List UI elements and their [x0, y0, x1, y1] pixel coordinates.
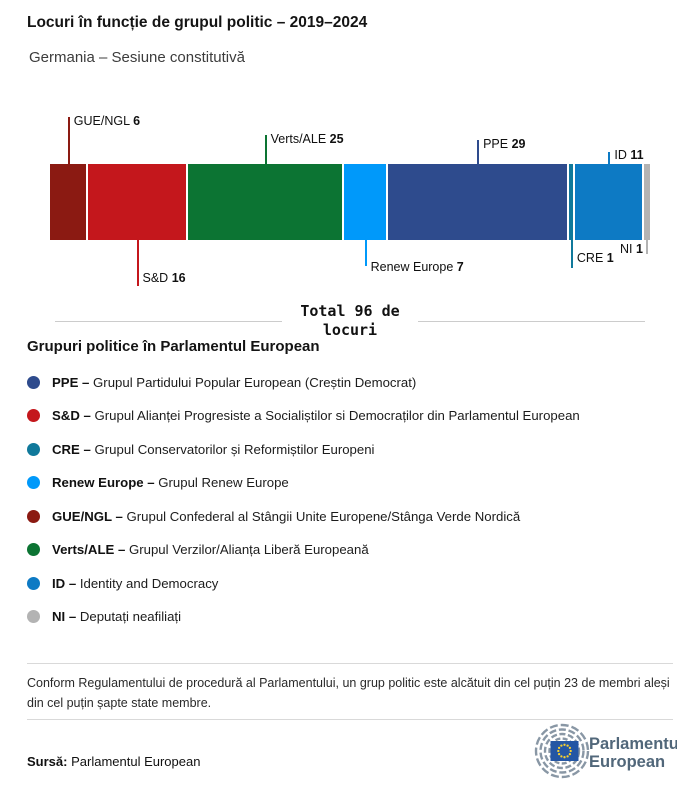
- callout-group-name: S&D: [142, 271, 169, 285]
- callout-seat-count: 29: [511, 137, 526, 151]
- logo-text-line2: European: [589, 753, 666, 771]
- legend-item-ni: [27, 606, 181, 628]
- callout-seat-count: 16: [171, 271, 186, 285]
- callout-group-name: PPE: [483, 137, 509, 151]
- footnote-text: Conform Regulamentului de procedură al Parlamentului, un grup politic este alcătuit din cel puțin 23 de membri aleși din cel puțin șapte state membre.: [27, 676, 670, 711]
- legend-dot-verts-ale: [27, 543, 40, 556]
- callout-label-id: [614, 148, 643, 162]
- callout-label-s-d: [143, 271, 186, 285]
- legend-text: [52, 475, 289, 490]
- legend-abbr: Renew Europe –: [52, 475, 155, 490]
- callout-group-name: Renew Europe: [370, 260, 454, 274]
- page-title: Locuri în funcție de grupul politic – 2019–2024: [27, 14, 368, 31]
- callout-line-gue-ngl: [68, 117, 70, 164]
- legend-item-verts-ale: [27, 539, 369, 561]
- legend-heading: Grupuri politice în Parlamentul European: [27, 338, 320, 355]
- callout-line-ppe: [477, 140, 479, 164]
- bar-segment-s-d: [88, 164, 186, 240]
- total-seats-row: [55, 301, 645, 341]
- legend-desc: Grupul Renew Europe: [154, 475, 289, 490]
- legend-abbr: GUE/NGL –: [52, 508, 123, 524]
- callout-label-gue-ngl: [74, 114, 140, 128]
- callout-group-name: NI: [619, 242, 633, 256]
- legend-abbr: NI –: [52, 609, 77, 624]
- parliament-hemicycle-icon: [512, 722, 677, 780]
- legend-text: [52, 442, 374, 457]
- bar-segment-ni: [644, 164, 650, 240]
- legend-item-cre: [27, 438, 374, 460]
- source-line: [27, 754, 200, 769]
- legend-abbr: CRE –: [52, 441, 91, 457]
- callout-seat-count: 1: [635, 242, 643, 256]
- callout-group-name: GUE/NGL: [73, 114, 130, 128]
- total-right-rule: [418, 321, 645, 322]
- callout-seat-count: 7: [456, 260, 464, 274]
- callout-line-verts-ale: [265, 135, 267, 164]
- legend-text: [52, 576, 218, 591]
- legend-dot-ppe: [27, 376, 40, 389]
- legend-item-ppe: [27, 371, 416, 393]
- legend-desc: Grupul Confederal al Stângii Unite Europene/Stânga Verde Nordică: [122, 508, 521, 524]
- bar-segment-ppe: [388, 164, 567, 240]
- callout-label-renew-europe: [371, 260, 464, 274]
- legend-abbr: PPE –: [52, 374, 90, 390]
- callout-line-renew-europe: [365, 240, 367, 266]
- callout-label-ppe: [483, 137, 525, 151]
- logo-text-line1: Parlamentul: [589, 735, 677, 753]
- callout-line-ni: [646, 240, 648, 254]
- legend-desc: Deputați neafiliați: [76, 609, 182, 624]
- callout-label-cre: [577, 251, 614, 265]
- legend-dot-cre: [27, 443, 40, 456]
- legend-desc: Grupul Partidului Popular European (Creștin Democrat): [89, 374, 417, 390]
- callout-seat-count: 11: [630, 148, 644, 162]
- bar-segment-id: [575, 164, 642, 240]
- footnote-divider-top: [27, 663, 673, 664]
- callout-line-cre: [571, 240, 573, 268]
- callout-group-name: ID: [614, 148, 627, 162]
- legend-dot-gue-ngl: [27, 510, 40, 523]
- legend-dot-renew-europe: [27, 476, 40, 489]
- legend-desc: Grupul Alianței Progresiste a Socialiștilor si Democraților din Parlamentul European: [90, 408, 580, 423]
- callout-seat-count: 6: [133, 114, 141, 128]
- legend-dot-id: [27, 577, 40, 590]
- callout-seat-count: 25: [329, 132, 344, 146]
- callout-line-id: [608, 152, 610, 164]
- source-label: Sursă:: [27, 754, 68, 769]
- callout-group-name: CRE: [576, 251, 604, 265]
- bar-segment-cre: [569, 164, 573, 240]
- legend-text: [52, 509, 520, 524]
- legend-desc: Identity and Democracy: [76, 575, 219, 591]
- legend-abbr: Verts/ALE –: [52, 542, 126, 557]
- legend-dot-s-d: [27, 409, 40, 422]
- legend-desc: Grupul Conservatorilor și Reformiștilor Europeni: [90, 441, 375, 457]
- callout-label-verts-ale: [271, 132, 344, 146]
- footnote-divider-bottom: [27, 719, 673, 720]
- legend-text: [52, 542, 369, 557]
- legend-text: [52, 609, 181, 624]
- legend-desc: Grupul Verzilor/Alianța Liberă Europeană: [125, 542, 369, 557]
- total-seats-label: Total 96 de locuri: [300, 302, 400, 339]
- callout-label-ni: [620, 242, 643, 256]
- page-subtitle: Germania – Sesiune constitutivă: [29, 49, 245, 66]
- callout-group-name: Verts/ALE: [270, 132, 327, 146]
- bar-segment-verts-ale: [188, 164, 342, 240]
- legend-item-s-d: [27, 405, 580, 427]
- legend-abbr: ID –: [52, 575, 77, 591]
- callout-line-s-d: [137, 240, 139, 286]
- legend-abbr: S&D –: [52, 408, 91, 423]
- total-left-rule: [55, 321, 282, 322]
- european-parliament-logo: [512, 722, 677, 785]
- bar-segment-gue-ngl: [50, 164, 86, 240]
- legend-item-id: [27, 572, 218, 594]
- legend-item-renew-europe: [27, 472, 289, 494]
- legend-text: [52, 408, 580, 423]
- bar-segment-renew-europe: [344, 164, 386, 240]
- callout-seat-count: 1: [606, 251, 614, 265]
- source-value: Parlamentul European: [71, 754, 201, 769]
- legend-item-gue-ngl: [27, 505, 520, 527]
- legend-dot-ni: [27, 610, 40, 623]
- legend-text: [52, 375, 416, 390]
